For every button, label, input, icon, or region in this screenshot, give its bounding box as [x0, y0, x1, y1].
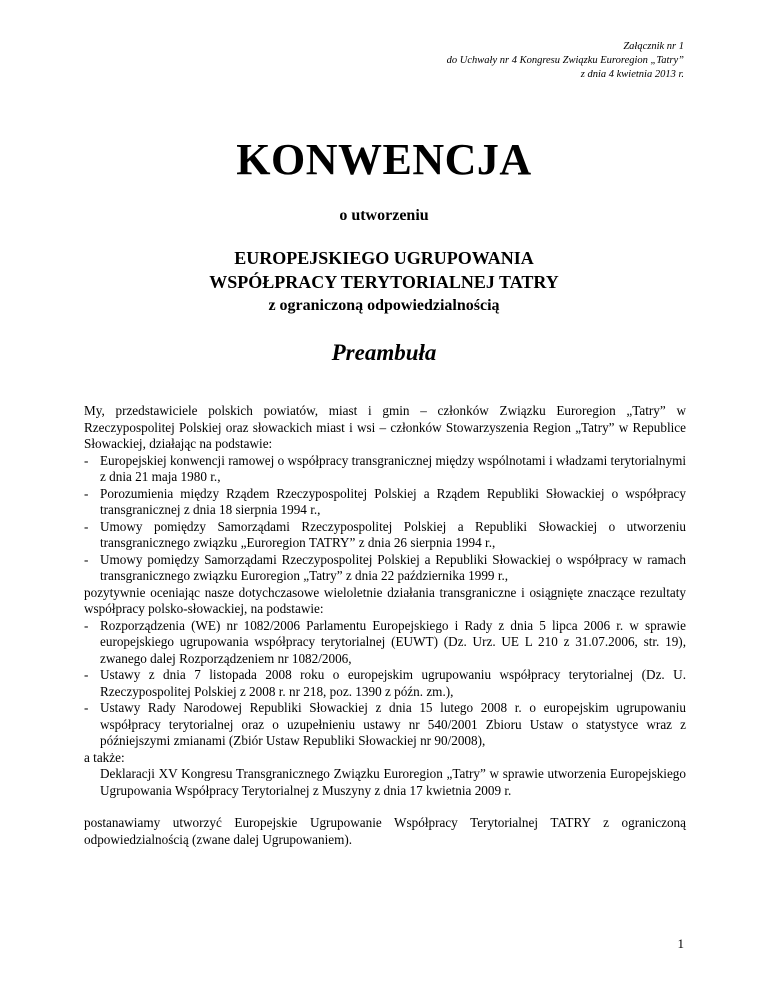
list-dash: - [84, 452, 89, 468]
list-item [84, 486, 686, 519]
list-dash: - [84, 617, 89, 633]
annex-line-2: do Uchwały nr 4 Kongresu Związku Euroregion „Tatry” [446, 55, 684, 66]
preamble-heading: Preambuła [331, 340, 437, 365]
list-item [84, 618, 686, 668]
list-dash: - [84, 700, 89, 715]
list-item-text: Europejskiej konwencji ramowej o współpracy transgranicznej między wspólnotami i władzami terytorialnymi z dnia 21 maja 1980 r., [100, 452, 686, 484]
list-item-text: Rozporządzenia (WE) nr 1082/2006 Parlamentu Europejskiego i Rady z dnia 5 lipca 2006 r. w sprawie europejskiego ugrupowania współpracy terytorialnej (EUWT) (Dz. Urz. UE L 210 z 31.07.2006, str. 19), zwanego dalej Rozporządzeniem nr 1082/2006, [100, 617, 686, 666]
intro-paragraph: My, przedstawiciele polskich powiatów, miast i gmin – członków Związku Euroregion „Tatry” w Rzeczypospolitej Polskiej oraz słowackich miast i wsi – członków Stowarzyszenia Region „Tatry” w Republice Słowackiej, działając na podstawie: [84, 403, 686, 451]
paragraph-gap [84, 799, 686, 815]
organization-name-line-3: z ograniczoną odpowiedzialnością [268, 297, 500, 314]
list-dash: - [84, 485, 89, 501]
basis-list [84, 453, 686, 585]
list-dash: - [84, 667, 89, 682]
organization-name-line-2: WSPÓŁPRACY TERYTORIALNEJ TATRY [209, 272, 559, 292]
list-item [84, 519, 686, 552]
preamble-body [84, 403, 686, 848]
annex-note [447, 40, 684, 82]
organization-name-line-1: EUROPEJSKIEGO UGRUPOWANIA [234, 248, 534, 268]
annex-line-1: Załącznik nr 1 [623, 41, 684, 52]
list-item-text: Porozumienia między Rządem Rzeczypospolitej Polskiej a Rządem Republiki Słowackiej o współpracy transgranicznej z dnia 18 sierpnia 1994 r., [100, 485, 686, 517]
list-item [84, 700, 686, 750]
list-item [84, 453, 686, 486]
annex-line-3: z dnia 4 kwietnia 2013 r. [580, 69, 684, 80]
list-item-text: Ustawy z dnia 7 listopada 2008 roku o europejskim ugrupowaniu współpracy terytorialnej (Dz. U. Rzeczypospolitej Polskiej z 2008 r. nr 218, poz. 1390 z późn. zm.), [100, 667, 686, 699]
closing-paragraph: postanawiamy utworzyć Europejskie Ugrupowanie Współpracy Terytorialnej TATRY z ograniczoną odpowiedzialnością (zwane dalej Ugrupowaniem). [84, 815, 686, 847]
middle-paragraph: pozytywnie oceniając nasze dotychczasowe wieloletnie działania transgraniczne i osiągnięte znaczące rezultaty współpracy polsko-słowackiej, na podstawie: [84, 584, 686, 616]
declaration-paragraph: Deklaracji XV Kongresu Transgranicznego Związku Euroregion „Tatry” w sprawie utworzenia Europejskiego Ugrupowania Współpracy Terytorialnej z Muszyny z dnia 17 kwietnia 2009 r. [100, 766, 686, 798]
also-line: a także: [84, 749, 125, 765]
list-dash: - [84, 518, 89, 534]
list-dash: - [84, 551, 89, 567]
page-number: 1 [677, 936, 684, 951]
list-item-text: Ustawy Rady Narodowej Republiki Słowackiej z dnia 15 lutego 2008 r. o europejskim ugrupowaniu współpracy terytorialnej oraz o uzupełnieniu ustawy nr 540/2001 Zbioru Ustaw o statystyce wraz z późniejszymi zmianami (Zbiór Ustaw Republiki Słowackiej nr 90/2008), [100, 700, 686, 748]
document-title: KONWENCJA [236, 135, 532, 184]
list-item-text: Umowy pomiędzy Samorządami Rzeczypospolitej Polskiej a Republiki Słowackiej o utworzeniu transgranicznego związku „Euroregion TATRY” z dnia 26 sierpnia 1994 r., [100, 518, 686, 550]
document-subtitle: o utworzeniu [339, 207, 429, 224]
list-item [84, 667, 686, 700]
organization-name [0, 246, 768, 318]
list-item [84, 552, 686, 585]
list-item-text: Umowy pomiędzy Samorządami Rzeczypospolitej Polskiej a Republiki Słowackiej o współpracy w ramach transgranicznego związku Euroregion „Tatry” z dnia 22 października 1999 r., [100, 551, 686, 583]
legal-basis-list [84, 618, 686, 750]
